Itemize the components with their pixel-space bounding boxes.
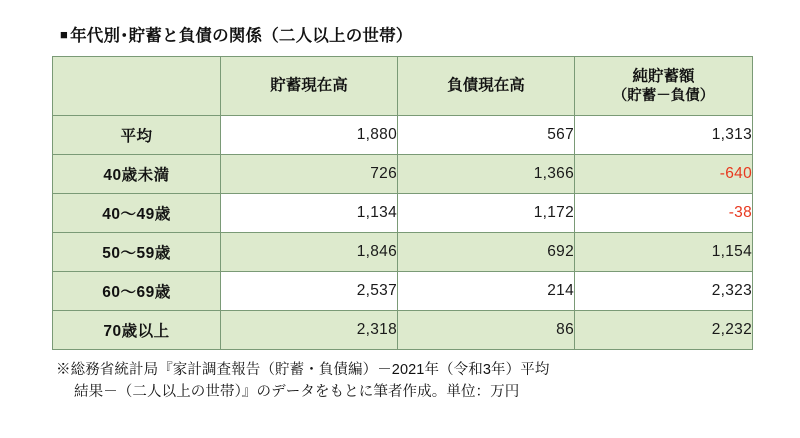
row-label: 70歳以上 [53,311,221,350]
cell-net: -38 [575,194,753,233]
table-row [53,194,753,233]
column-header-debt: 負債現在高 [398,57,575,116]
cell-savings: 2,537 [221,272,398,311]
cell-debt: 86 [398,311,575,350]
cell-debt: 1,366 [398,155,575,194]
cell-debt: 692 [398,233,575,272]
column-header-net [575,57,753,116]
column-header-net-line1: 純貯蓄額 [632,68,695,86]
cell-savings: 1,134 [221,194,398,233]
cell-savings: 1,846 [221,233,398,272]
cell-savings: 1,880 [221,116,398,155]
row-label: 40歳未満 [53,155,221,194]
column-header-blank [53,57,221,116]
column-header-net-line2: （貯蓄－負債） [612,87,715,104]
table-row [53,116,753,155]
source-note [56,359,750,404]
cell-savings: 2,318 [221,311,398,350]
column-header-savings: 貯蓄現在高 [221,57,398,116]
table-header [53,57,753,116]
cell-savings: 726 [221,155,398,194]
bullet-marker-icon: ■ [60,27,69,42]
cell-debt: 214 [398,272,575,311]
source-note-line2: 結果－（二人以上の世帯）』のデータをもとに筆者作成。単位：万円 [74,384,520,401]
cell-debt: 567 [398,116,575,155]
table-row [53,233,753,272]
row-label: 50～59歳 [53,233,221,272]
table-row [53,155,753,194]
cell-net: 2,232 [575,311,753,350]
row-label: 60～69歳 [53,272,221,311]
source-note-line1: ※総務省統計局『家計調査報告（貯蓄・負債編）－2021年（令和3年）平均 [56,362,550,378]
cell-net: -640 [575,155,753,194]
cell-net: 2,323 [575,272,753,311]
page-title-text: 年代別･貯蓄と負債の関係（二人以上の世帯） [70,27,413,45]
row-label: 平均 [53,116,221,155]
table-row [53,311,753,350]
page-title [60,22,750,46]
cell-net: 1,154 [575,233,753,272]
row-label: 40～49歳 [53,194,221,233]
bottom-divider [0,434,800,438]
cell-net: 1,313 [575,116,753,155]
table-row [53,272,753,311]
cell-debt: 1,172 [398,194,575,233]
table-body [53,116,753,350]
savings-debt-table [52,56,753,350]
table-header-row [53,57,753,116]
